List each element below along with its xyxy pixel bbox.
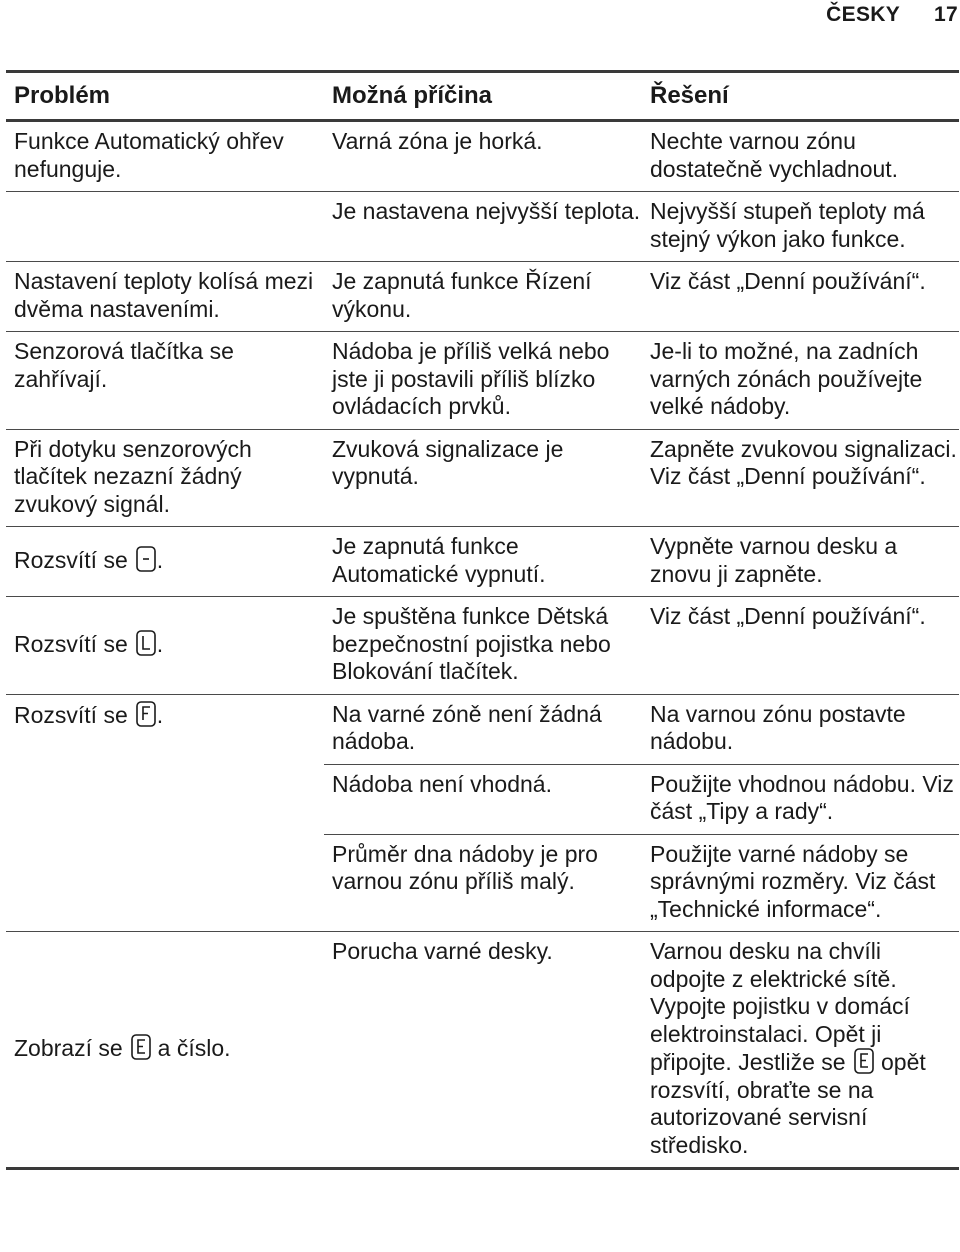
problem-text: Zobrazí se [14, 1035, 123, 1062]
column-header-cause: Možná příčina [324, 72, 642, 121]
column-header-problem: Problém [6, 72, 324, 121]
table-row [6, 192, 959, 262]
solution-cell: Viz část „Denní používání“. [642, 262, 959, 332]
display-symbol-dash-icon [136, 546, 156, 572]
problem-cell: Při dotyku senzorových tlačítek nezazní žádný zvukový signál. [6, 429, 324, 527]
troubleshooting-table [6, 70, 959, 1170]
table-row [6, 121, 959, 192]
problem-cell: Nastavení teploty kolísá mezi dvěma nastaveními. [6, 262, 324, 332]
cause-cell: Je spuštěna funkce Dětská bezpečnostní pojistka nebo Blokování tlačítek. [324, 597, 642, 695]
table-row [6, 527, 959, 597]
solution-cell: Nechte varnou zónu dostatečně vychladnout. [642, 121, 959, 192]
cause-cell: Porucha varné desky. [324, 932, 642, 1169]
problem-cell [6, 597, 324, 695]
table-row [6, 332, 959, 430]
problem-suffix: . [156, 631, 164, 657]
solution-cell: Viz část „Denní používání“. [642, 597, 959, 695]
problem-text: Rozsvítí se [14, 547, 128, 574]
problem-cell: Funkce Automatický ohřev nefunguje. [6, 121, 324, 192]
table-row [6, 429, 959, 527]
solution-cell: Na varnou zónu postavte nádobu. [642, 694, 959, 764]
solution-cell: Zapněte zvukovou signalizaci. Viz část „Denní používání“. [642, 429, 959, 527]
solution-cell: Vypněte varnou desku a znovu ji zapněte. [642, 527, 959, 597]
cause-cell: Je zapnutá funkce Automatické vypnutí. [324, 527, 642, 597]
problem-text: Rozsvítí se [14, 631, 128, 657]
language-label: ČESKY [826, 3, 901, 26]
problem-suffix: . [156, 547, 164, 574]
page-header [826, 3, 958, 29]
problem-cell [6, 694, 324, 932]
solution-cell: Je-li to možné, na zadních varných zónách používejte velké nádoby. [642, 332, 959, 430]
page-number: 17 [934, 3, 958, 26]
table-row [6, 932, 959, 1169]
problem-cell [6, 932, 324, 1169]
solution-cell: Použijte varné nádoby se správnými rozměry. Viz část „Technické informace“. [642, 834, 959, 932]
cause-cell: Nádoba není vhodná. [324, 764, 642, 834]
display-symbol-f-icon [136, 701, 156, 727]
cause-cell: Je zapnutá funkce Řízení výkonu. [324, 262, 642, 332]
cause-cell: Je nastavena nejvyšší teplota. [324, 192, 642, 262]
cause-cell: Průměr dna nádoby je pro varnou zónu příliš malý. [324, 834, 642, 932]
problem-cell [6, 192, 324, 262]
problem-suffix: . [156, 701, 164, 728]
problem-text: Rozsvítí se [14, 701, 128, 728]
table-row [6, 262, 959, 332]
solution-cell: Nejvyšší stupeň teploty má stejný výkon jako funkce. [642, 192, 959, 262]
display-symbol-e-icon [854, 1048, 874, 1074]
solution-cell: Použijte vhodnou nádobu. Viz část „Tipy a rady“. [642, 764, 959, 834]
solution-text: Varnou desku na chvíli odpojte z elektrické sítě. Vypojte pojistku v domácí elektroinstalaci. Opět ji připojte. Jestliže se [650, 938, 910, 1075]
cause-cell: Zvuková signalizace je vypnutá. [324, 429, 642, 527]
table-row [6, 597, 959, 695]
display-symbol-l-icon [136, 630, 156, 656]
display-symbol-e-icon [131, 1034, 151, 1060]
cause-cell: Nádoba je příliš velká nebo jste ji postavili příliš blízko ovládacích prvků. [324, 332, 642, 430]
problem-suffix: a číslo. [157, 1035, 231, 1062]
cause-cell: Na varné zóně není žádná nádoba. [324, 694, 642, 764]
problem-cell [6, 527, 324, 597]
table-row [6, 694, 959, 764]
cause-cell: Varná zóna je horká. [324, 121, 642, 192]
problem-cell: Senzorová tlačítka se zahřívají. [6, 332, 324, 430]
solution-text: opět rozsvítí, obraťte se na autorizované servisní středisko. [650, 1049, 926, 1158]
table-header-row [6, 72, 959, 121]
column-header-solution: Řešení [642, 72, 959, 121]
solution-cell [642, 932, 959, 1169]
